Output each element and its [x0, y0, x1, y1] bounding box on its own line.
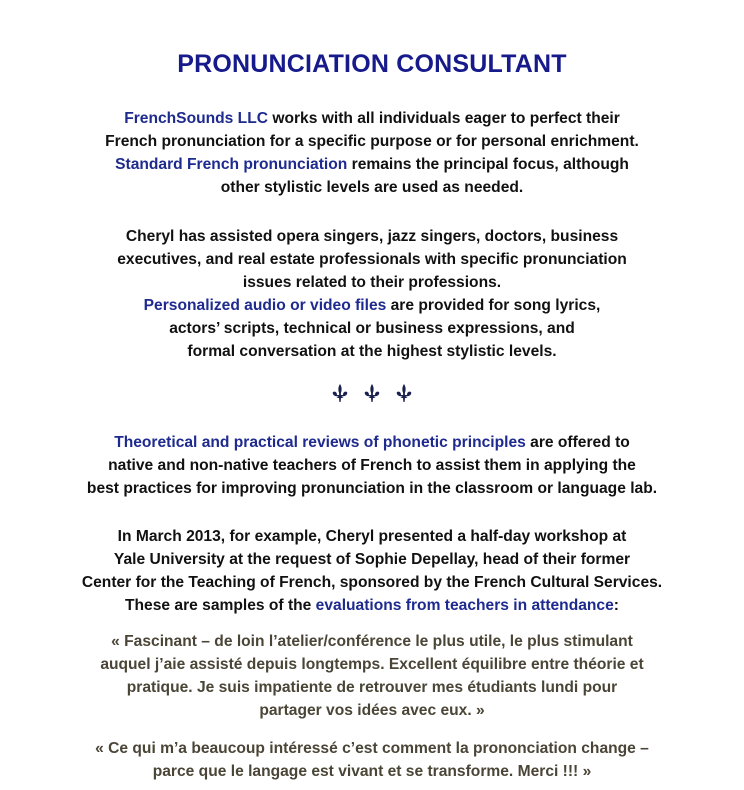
clients-line-2: executives, and real estate professionals with specific pronunciation	[117, 251, 627, 268]
fleur-divider	[0, 384, 744, 409]
intro-line-2: French pronunciation for a specific purpose or for personal enrichment.	[105, 133, 639, 150]
intro-line-3	[0, 153, 744, 176]
frenchsounds-link[interactable]: FrenchSounds LLC	[124, 110, 268, 127]
teachers-line-1-text: are offered to	[525, 434, 630, 451]
quote-1-line-2: auquel j’aie assisté depuis longtemps. Excellent équilibre entre théorie et	[100, 656, 644, 673]
workshop-line-4-colon: :	[613, 597, 619, 614]
clients-line-3: issues related to their professions.	[242, 274, 502, 291]
intro-line-1	[0, 107, 744, 130]
quote-1-line-3: pratique. Je suis impatiente de retrouver mes étudiants lundi pour	[126, 679, 618, 696]
evaluations-link[interactable]: evaluations from teachers in attendance	[315, 597, 614, 614]
workshop-paragraph	[0, 525, 744, 617]
fleur-de-lis-icon	[396, 384, 412, 409]
personalized-files-link[interactable]: Personalized audio or video files	[143, 297, 387, 314]
quote-1-line-1: « Fascinant – de loin l’atelier/conférence le plus utile, le plus stimulant	[111, 633, 633, 650]
workshop-line-4-text: These are samples of the	[125, 597, 316, 614]
clients-line-4-text: are provided for song lyrics,	[386, 297, 601, 314]
page-title: PRONUNCIATION CONSULTANT	[177, 50, 567, 78]
intro-line-1-text: works with all individuals eager to perfect their	[268, 110, 620, 127]
clients-line-4	[0, 294, 744, 317]
teachers-paragraph	[0, 431, 744, 500]
quote-2-line-1: « Ce qui m’a beaucoup intéressé c’est comment la prononciation change –	[95, 740, 649, 757]
teachers-line-2: native and non-native teachers of French to assist them in applying the	[108, 457, 636, 474]
workshop-line-2: Yale University at the request of Sophie Depellay, head of their former	[113, 551, 631, 568]
workshop-line-4	[0, 594, 744, 617]
workshop-line-1: In March 2013, for example, Cheryl presented a half-day workshop at	[117, 528, 627, 545]
fleur-de-lis-icon	[364, 384, 380, 409]
intro-paragraph	[0, 107, 744, 199]
clients-paragraph	[0, 225, 744, 363]
standard-french-link[interactable]: Standard French pronunciation	[115, 156, 348, 173]
teachers-line-3: best practices for improving pronunciation in the classroom or language lab.	[86, 480, 658, 497]
fleur-de-lis-icon	[332, 384, 348, 409]
clients-line-5: actors’ scripts, technical or business expressions, and	[169, 320, 575, 337]
intro-line-3-text: remains the principal focus, although	[347, 156, 629, 173]
intro-line-4: other stylistic levels are used as needed.	[220, 179, 524, 196]
quote-2-line-2: parce que le langage est vivant et se transforme. Merci !!! »	[152, 763, 592, 780]
teachers-line-1	[0, 431, 744, 454]
clients-line-6: formal conversation at the highest stylistic levels.	[187, 343, 557, 360]
quote-1-line-4: partager vos idées avec eux. »	[259, 702, 485, 719]
quote-1	[0, 630, 744, 722]
clients-line-1: Cheryl has assisted opera singers, jazz singers, doctors, business	[125, 228, 619, 245]
workshop-line-3: Center for the Teaching of French, sponsored by the French Cultural Services.	[81, 574, 663, 591]
quote-2	[0, 737, 744, 783]
phonetic-reviews-link[interactable]: Theoretical and practical reviews of phonetic principles	[114, 434, 526, 451]
